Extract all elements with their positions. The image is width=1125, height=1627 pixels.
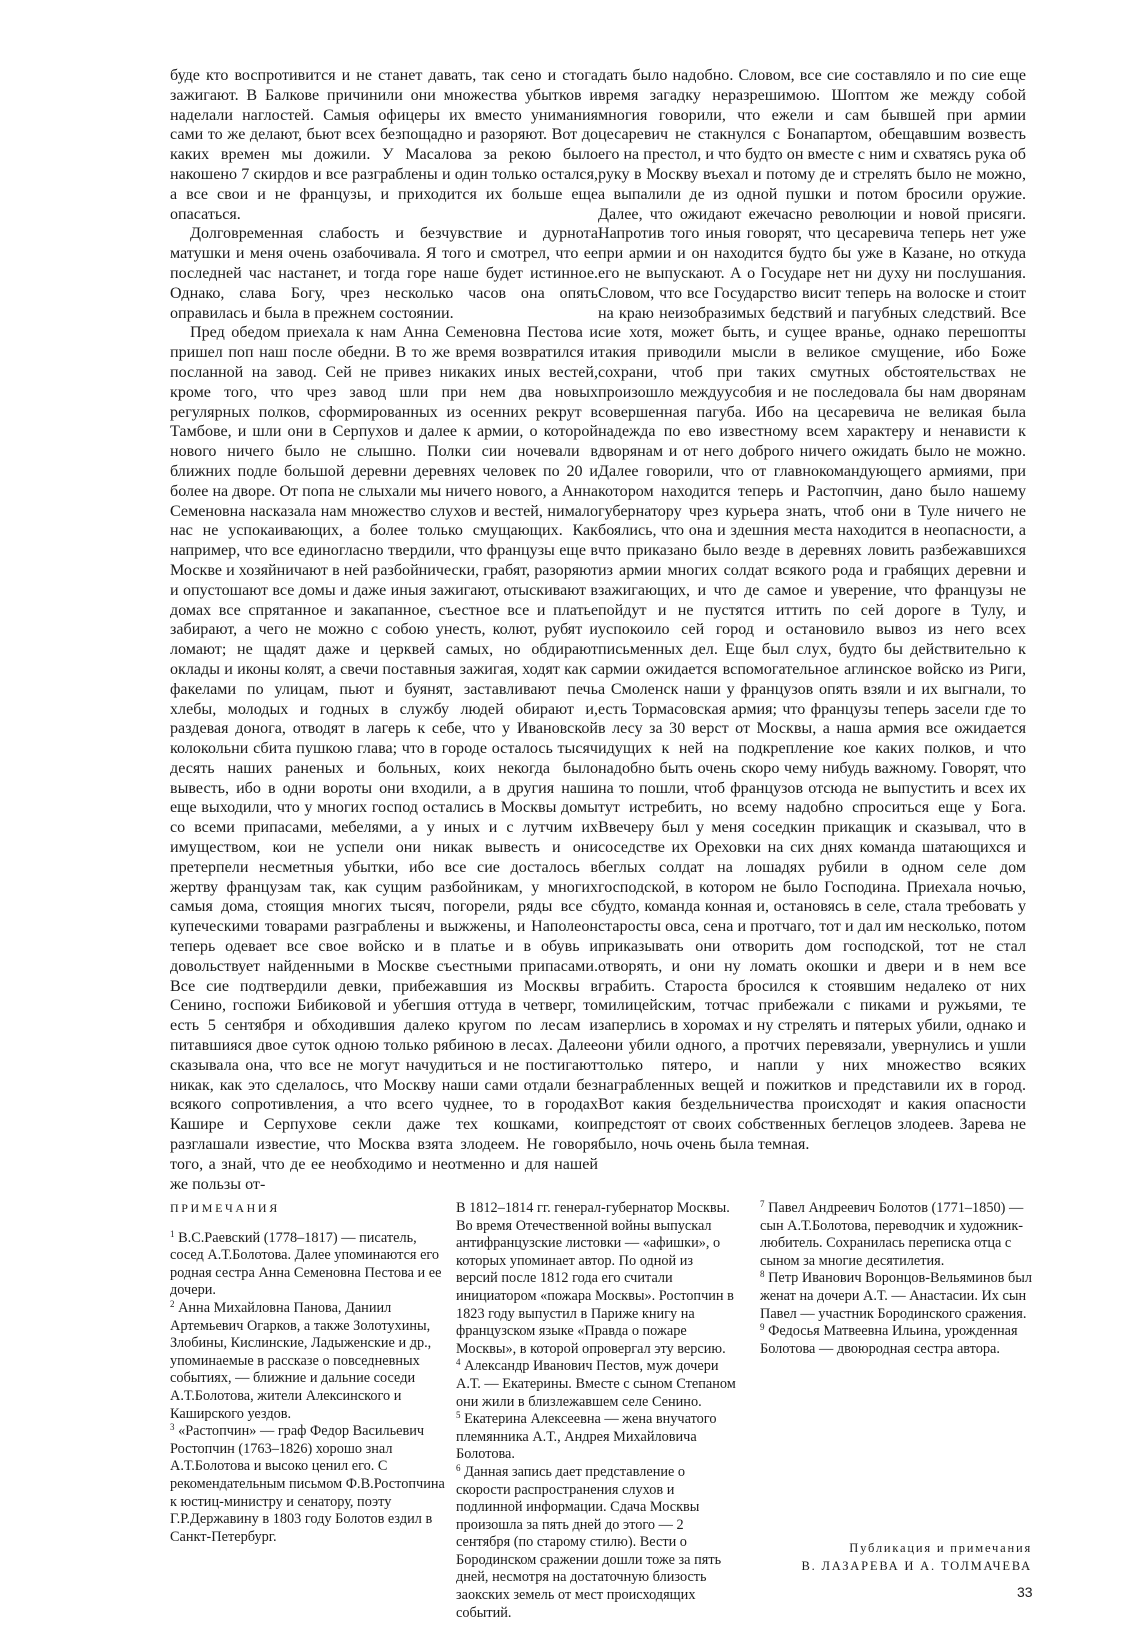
note-text: «Растопчин» — граф Федор Васильевич Ростопчин (1763–1826) хорошо знал А.Т.Болотова и высоко ценил его. С рекомендательным письмом Ф.В.Ростопчина к юстиц-министру и сенатору, поэту Г.Р.Державину в 1803 году Болотов ездил в Санкт-Петербург.	[170, 1423, 445, 1545]
notes-column-2	[456, 1200, 738, 1622]
note-text: Анна Михайловна Панова, Даниил Артемьевич Огарков, а также Золотухины, Злобины, Кислинские, Ладыженские и др., упоминаемые в рассказе о повседневных событиях, — ближние и дальние соседи А.Т.Болотова, жители Алексинского и Каширского уездов.	[170, 1299, 432, 1422]
note-text: Петр Иванович Воронцов-Вельяминов был женат на дочери А.Т. — Анастасии. Их сын Павел — участник Бородинского сражения.	[760, 1270, 1032, 1322]
paragraph: Долговременная слабость и безчувствие и дурнота матушки и меня очень озабочивала. Я того и смотрел, что ее последней час настанет, и тогда горе наше будет истинное. Однако, слава Богу, чрез несколько часов она опять оправилась и была в прежнем состоянии.	[170, 225, 598, 322]
note-item	[456, 1464, 738, 1622]
main-text-right-column	[598, 66, 1026, 1155]
note-item	[456, 1358, 738, 1411]
note-item	[760, 1270, 1032, 1323]
paragraph: буде кто воспротивится и не станет давать, так сено и стога зажигают. В Балкове причинили они множества убытков и наделали наглостей. Самыя офицеры их вместо унимания сами то же делают, бьют всех безпощадно и разоряют. Вот до каких времен мы дожили. У Масалова за рекою было накошено 7 скирдов и все разграблены и один только остался, а все свои и не французы, и приходится их больше еще опасаться.	[170, 67, 598, 223]
notes-column-3	[760, 1200, 1032, 1358]
paragraph: дать было надобно. Словом, все сие составляло и по сие еще время загадку неразрешимою. Шоптом же между собой многия говорили, что ежели и сам бывшей при армии цесаревич не стакнулся с Бонапартом, обещавшим возвесть его на престол, и что будто он вместе с ним и схватясь рука об руку в Москву въехал и потому де и стрелять было не можно, а выпалили де из одной пушки и потом бросили оружие. Далее, что ожидают ежечасно революции и новой присяги. Напротив того иныя говорят, что цесаревича теперь нет уже при армии и он находится будто бы уже в Казане, но откуда его не выпускают. А о Государе нет ни духу ни послушания. Словом, что все Государство висит теперь на волоске и стоит на краю неизобразимых бедствий и пагубных следствий. Все сие хотя, может быть, и сущее вранье, однако перешопты такия приводили мысли в великое смущение, ибо Боже сохрани, чтоб при таких смутных обстоятельствах не произошло междуусобия и не последовала бы нам дворянам совершенная пагуба. Ибо на цесаревича не великая была надежда по ево известному всем характеру и ненависти к дворянам и от него доброго ничего ожидать было не можно. Далее говорили, что от главнокомандующего армиями, при котором находится теперь и Растопчин, дано было нашему губернатору чрез курьера знать, чтоб они в Туле ничего не боялись, что она и здешния места находится в неопасности, а что приказано было везде в деревнях ловить разбежавшихся из армии многих солдат всякого рода и грабящих деревни и зажигающих, и что де самое и уверение, что французы не пойдут и не пустятся иттить по сей дороге в Тулу, и успокоило сей город и остановило вывоз из него всех письменных дел. Еще был слух, будто бы действительно к армии ожидается вспомогательное аглинское войско из Риги, а Смоленск наши у французов опять взяли и их выгнали, то есть Тормасовская армия; что французы теперь засели где то в лесу за 30 верст от Москвы, а наша армия все ожидается идущих к ней на подкрепление кое каких полков, и что надобно быть очень скоро чему нибудь важному. Говорят, что на то пошли, чтоб французов отсюда не выпустить и всех их тут истребить, но всему надобно спроситься еще у Бога. Ввечеру был у меня соседкин прикащик и сказывал, что в соседстве их Ореховки на сих днях команда шатающихся и беглых солдат на лошадях рубили в одном селе дом господской, в котором не было Господина. Приехала ночью, будто, команда конная и, остановясь в селе, стала требовать у старосты овса, сена и протчаго, тот и дал им несколько, потом приказывать они отворить дом господской, тот не стал отворять, и они ну ломать окошки и двери и в нем все грабить. Староста бросился к стоявшим недалеко от них милицейским, тотчас прибежали с пиками и ружьями, те заперлись в хоромах и ну стрелять и пятерых убили, однако и они убили одного, а протчих перевязали, увернулись и ушли только пятеро, и напли у них множество всяких награбленных вещей и пожитков и представили их в город. Вот какия бездельничества происходят и какия опасности предстоят от своих собственных беглецов злодеев. Зарева не было, ночь очень была темная.	[598, 67, 1026, 1154]
note-number: 3	[170, 1422, 175, 1433]
note-item	[760, 1200, 1032, 1270]
note-text: Данная запись дает представление о скорости распространения слухов и подлинной информации. Сдача Москвы произошла за пять дней до этого — 2 сентября (по старому стилю). Вести о Бородинском сражении дошли тоже за пять дней, несмотря на достаточную близость заокских земель от мест происходящих событий.	[456, 1463, 722, 1621]
note-item-continued: В 1812–1814 гг. генерал-губернатор Москвы. Во время Отечественной войны выпускал антифранцузские листовки — «афишки», о которых упоминает автор. По одной из версий после 1812 года его считали инициатором «пожара Москвы». Ростопчин в 1823 году выпустил в Париже книгу на французском языке «Правда о пожаре Москвы», в которой опровергал эту версию.	[456, 1200, 734, 1357]
note-number: 5	[456, 1410, 461, 1421]
note-number: 1	[170, 1228, 175, 1239]
note-number: 2	[170, 1298, 175, 1309]
note-number: 6	[456, 1462, 461, 1473]
paragraph: Пред обедом приехала к нам Анна Семеновна Пестова и пришел поп наш после обедни. В то же время возвратился и посланной на завод. Сей не привез никаких иных вестей, кроме того, что чрез завод шли при нем два новых регулярных полков, сформированных из осенних рекрут в Тамбове, и шли они в Серпухов и далее к армии, о которой нового ничего было не слышно. Полки сии ночевали в ближних подле большой деревни деревнях человек по 20 и более на дворе. От попа не слыхали мы ничего нового, а Анна Семеновна насказала нам множество слухов и вестей, нимало нас не успокаивающих, а более только смущающих. Как например, что все единогласно твердили, что французы еще в Москве и хозяйничают в ней разбойнически, грабят, разоряют и опустошают все домы и даже иныя зажигают, отыскивают в домах все спрятанное и закапанное, съестное все и платье забирают, а чего не можно с собою унесть, колют, рубят и ломают; не щадят даже и церквей самых, но обдирают оклады и иконы колят, а свечи поставныя зажигая, ходят как с факелами по улицам, пьют и буянят, заставливают печь хлебы, молодых и годных в службу людей обирают и, раздевая донога, отводят в лагерь к себе, что у Ивановской колокольни сбита пушкою глава; что в городе осталось тысяч десять наших раненых и больных, коих некогда было вывесть, ибо в одни вороты они входили, а в другия наши еще выходили, что у многих господ остались в Москвы домы со всеми припасами, мебелями, а у иных и с лутчим их имуществом, кои не успели они никак вывесть и они претерпели несметныя убытки, ибо все сие досталось в жертву французам так, как сущим разбойникам, у многих самыя дома, стоящия многих тысяч, погорели, ряды все с купеческими товарами разграблены и выжжены, и Наполеон теперь одевает все свое войско и в платье и в обувь и довольствует найденными в Москве съестными припасами. Все сие подтвердили девки, прибежавшия из Москвы в Сенино, госпожи Бибиковой и убегшия оттуда в четверг, то есть 5 сентября и обходившия далеко кругом по лесам и питавшияся двое суток одною только рябиною в лесах. Далее сказывала она, что все не могут начудиться и не постигают никак, как это сделалось, что Москву наши сами отдали без всякого сопротивления, а что всего чуднее, то в городах Кашире и Серпухове секли даже тех кошками, кои разглашали известие, что Москва взята злодеем. Не говоря того, а знай, что де ее необходимо и неотменно и для нашей же пользы от-	[170, 324, 598, 1193]
notes-column-1	[170, 1200, 445, 1546]
note-text: Александр Иванович Пестов, муж дочери А.Т. — Екатерины. Вместе с сыном Степаном они жили в близлежавшем селе Сенино.	[456, 1358, 736, 1410]
publication-credit: Публикация и примечания	[849, 1541, 1032, 1555]
note-item	[170, 1230, 445, 1300]
note-text: Федосья Матвеевна Ильина, урожденная Болотова — двоюродная сестра автора.	[760, 1323, 1018, 1357]
note-text: В.С.Раевский (1778–1817) — писатель, сосед А.Т.Болотова. Далее упоминаются его родная сестра Анна Семеновна Пестова и ее дочери.	[170, 1229, 442, 1299]
note-number: 8	[760, 1269, 765, 1280]
note-number: 9	[760, 1322, 765, 1333]
note-number: 4	[456, 1357, 461, 1368]
note-text: Екатерина Алексеевна — жена внучатого племянника А.Т., Андрея Михайловича Болотова.	[456, 1411, 717, 1463]
publication-authors: В. ЛАЗАРЕВА И А. ТОЛМАЧЕВА	[801, 1559, 1032, 1573]
main-text-left-column	[170, 66, 598, 1194]
page-number: 33	[1017, 1584, 1033, 1600]
note-item	[456, 1411, 738, 1464]
note-number: 7	[760, 1199, 765, 1209]
notes-heading: ПРИМЕЧАНИЯ	[170, 1201, 280, 1215]
note-item	[760, 1323, 1032, 1358]
note-text: Павел Андреевич Болотов (1771–1850) — сын А.Т.Болотова, переводчик и художник-любитель. Сохранилась переписка отца с сыном за многие десятилетия.	[760, 1200, 1024, 1269]
note-item	[170, 1300, 445, 1423]
note-item	[170, 1423, 445, 1546]
